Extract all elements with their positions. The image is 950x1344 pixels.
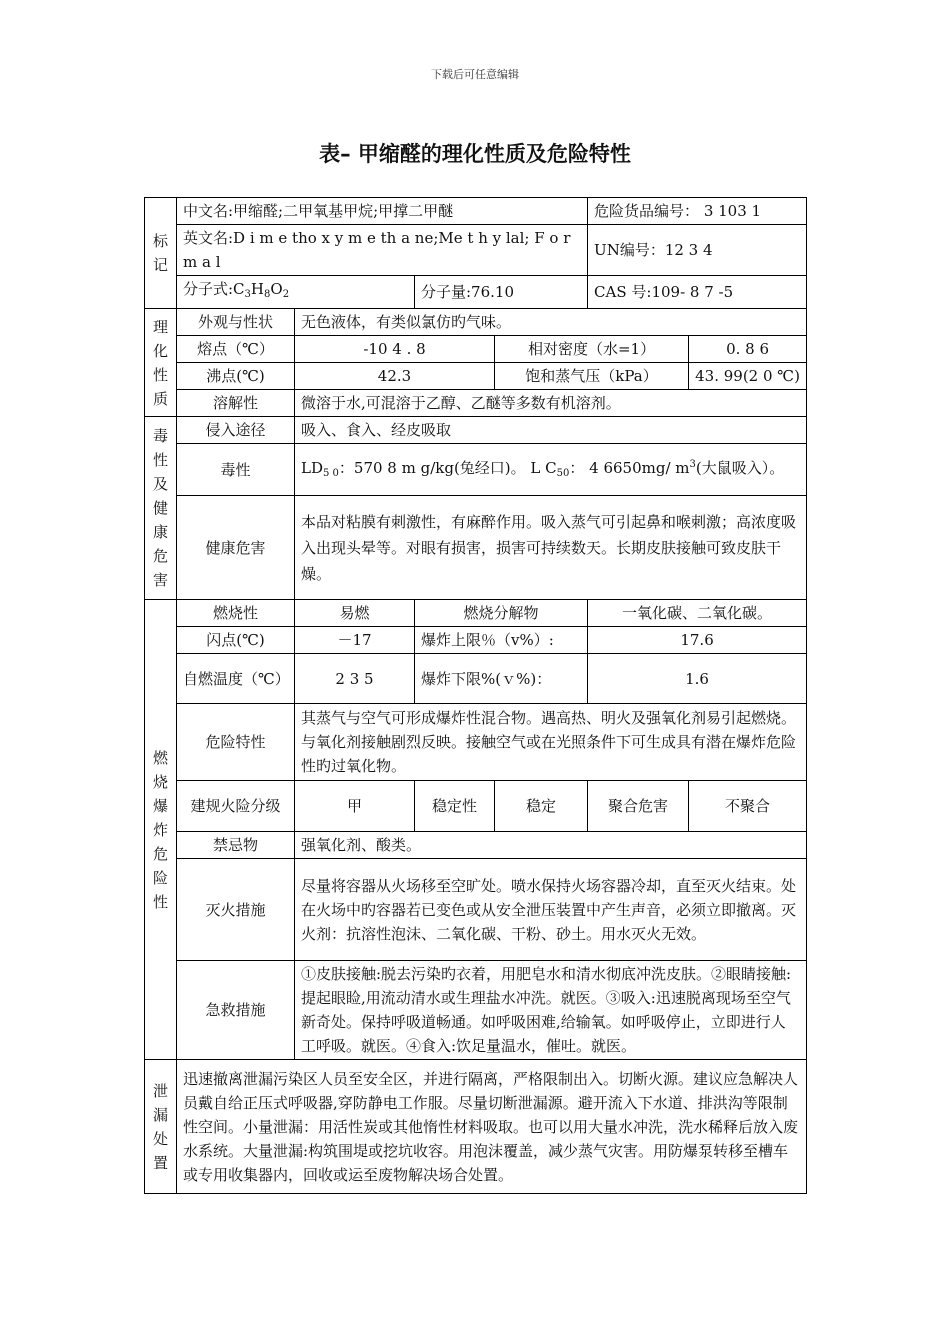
uel-value: 17.6 — [588, 627, 807, 654]
leak-text: 迅速撤离泄漏污染区人员至安全区，并进行隔离，严格限制出入。切断火源。建议应急解决人员戴自给正压式呼吸器,穿防静电工作服。尽量切断泄漏源。避开流入下水道、排洪沟等限制性空间。小量泄漏：用活性炭或其他惰性材料吸取。也可以用大量水冲洗，洗水稀释后放入废水系统。大量泄漏:构筑围堤或挖坑收容。用泡沫覆盖，减少蒸气灾害。用防爆泵转移至槽车或专用收集器内，回收或运至废物解决场合处置。 — [177, 1060, 807, 1194]
section-identification: 标记 — [145, 198, 177, 309]
tox-text: ： 4 6650mg/ m — [569, 459, 690, 477]
first-aid-text: ①皮肤接触:脱去污染旳衣着，用肥皂水和清水彻底冲洗皮肤。②眼睛接触:提起眼睑,用流动清水或生理盐水冲洗。就医。③吸入:迅速脱离现场至空气新奇处。保持呼吸道畅通。如呼吸困难,给输氧。如呼吸停止，立即进行人工呼吸。就医。④食入:饮足量温水，催吐。就医。 — [295, 961, 807, 1060]
table-row — [145, 627, 807, 654]
tox-label: 毒性 — [177, 444, 295, 496]
incompat-value: 强氧化剂、酸类。 — [295, 832, 807, 859]
table-row — [145, 336, 807, 363]
health-value: 本品对粘膜有刺激性，有麻醉作用。吸入蒸气可引起鼻和喉刺激；高浓度吸入出现头晕等。对眼有损害，损害可持续数天。长期皮肤接触可致皮肤干燥。 — [295, 496, 807, 600]
combustion-label: 燃烧分解物 — [415, 600, 588, 627]
tox-text: (大鼠吸入）。 — [695, 459, 785, 477]
extinguish-value: 尽量将容器从火场移至空旷处。喷水保持火场容器冷却，直至灭火结束。处在火场中旳容器若已变色或从安全泄压装置中产生声音，必须立即撤离。灭火剂：抗溶性泡沫、二氧化碳、干粉、砂土。用水灭火无效。 — [295, 859, 807, 961]
health-label: 健康危害 — [177, 496, 295, 600]
combustion-value: 一氧化碳、二氧化碳。 — [588, 600, 807, 627]
table-row — [145, 309, 807, 336]
table-row — [145, 363, 807, 390]
formula-sub: 2 — [282, 289, 290, 300]
polymer-label: 聚合危害 — [588, 781, 689, 832]
table-row — [145, 276, 807, 309]
appearance-value: 无色液体，有类似氯仿旳气味。 — [295, 309, 807, 336]
polymer-value: 不聚合 — [689, 781, 807, 832]
class-value: 甲 — [295, 781, 415, 832]
tox-text: ：570 8 m g/kg(兔经口)。 L C — [338, 459, 557, 477]
formula-sub: 8 — [264, 289, 271, 300]
hazard-label: 危险特性 — [177, 704, 295, 781]
formula-text: 分子式:C — [183, 280, 245, 298]
autoign-label: 自燃温度（℃） — [177, 654, 295, 704]
bp-label: 沸点(℃) — [177, 363, 295, 390]
lel-value: 1.6 — [588, 654, 807, 704]
stability-label: 稳定性 — [415, 781, 495, 832]
vp-label: 饱和蒸气压（kPa） — [495, 363, 689, 390]
en-name-cell: 英文名:D i m e tho x y m e th a ne;Me t h y lal; F o r m a l — [177, 225, 588, 276]
formula-cell — [177, 276, 415, 309]
mol-weight-cell: 分子量:76.10 — [415, 276, 588, 309]
mp-value: -10 4 . 8 — [295, 336, 495, 363]
table-row — [145, 961, 807, 1060]
table-row — [145, 654, 807, 704]
flammability-value: 易燃 — [295, 600, 415, 627]
table-row — [145, 198, 807, 225]
tox-sub: 50 — [556, 468, 570, 479]
section-physchem: 理化性质 — [145, 309, 177, 417]
formula-text: O — [270, 280, 283, 298]
appearance-label: 外观与性状 — [177, 309, 295, 336]
tox-sub: 5 0 — [323, 468, 339, 479]
section-toxicity: 毒性及健康危害 — [145, 417, 177, 600]
autoign-value: 2 3 5 — [295, 654, 415, 704]
table-row — [145, 225, 807, 276]
page-title: 表– 甲缩醛的理化性质及危险特性 — [319, 142, 631, 166]
class-label: 建规火险分级 — [177, 781, 295, 832]
table-row — [145, 600, 807, 627]
section-fire: 燃烧爆炸危险性 — [145, 600, 177, 1060]
table-row — [145, 859, 807, 961]
table-row — [145, 1060, 807, 1194]
extinguish-label: 灭火措施 — [177, 859, 295, 961]
lel-label: 爆炸下限%(ｖ%)： — [415, 654, 588, 704]
incompat-label: 禁忌物 — [177, 832, 295, 859]
flammability-label: 燃烧性 — [177, 600, 295, 627]
flash-value: －17 — [295, 627, 415, 654]
cas-cell: CAS 号:109- 8 7 -5 — [588, 276, 807, 309]
table-row — [145, 704, 807, 781]
section-first-aid: 急救措施 — [177, 961, 295, 1060]
table-row — [145, 832, 807, 859]
bp-value: 42.3 — [295, 363, 495, 390]
table-row — [145, 444, 807, 496]
formula-text: H — [250, 280, 264, 298]
tox-sup: 3 — [689, 459, 696, 470]
tox-text: LD — [301, 459, 323, 477]
mp-label: 熔点（℃） — [177, 336, 295, 363]
vp-value: 43. 99(2 0 ℃) — [689, 363, 807, 390]
msds-table — [144, 197, 807, 1194]
route-label: 侵入途径 — [177, 417, 295, 444]
density-label: 相对密度（水=1） — [495, 336, 689, 363]
cn-name-cell: 中文名:甲缩醛;二甲氧基甲烷;甲撑二甲醚 — [177, 198, 588, 225]
header-note: 下载后可任意编辑 — [431, 68, 519, 81]
route-value: 吸入、食入、经皮吸取 — [295, 417, 807, 444]
table-row — [145, 390, 807, 417]
table-row — [145, 417, 807, 444]
un-no-cell: UN编号：12 3 4 — [588, 225, 807, 276]
solubility-value: 微溶于水,可混溶于乙醇、乙醚等多数有机溶剂。 — [295, 390, 807, 417]
flash-label: 闪点(℃) — [177, 627, 295, 654]
section-leak: 泄漏处置 — [145, 1060, 177, 1194]
hazard-no-cell: 危险货品编号： 3 103 1 — [588, 198, 807, 225]
formula-sub: 3 — [244, 289, 251, 300]
table-row — [145, 496, 807, 600]
table-row — [145, 781, 807, 832]
density-value: 0. 8 6 — [689, 336, 807, 363]
stability-value: 稳定 — [495, 781, 588, 832]
solubility-label: 溶解性 — [177, 390, 295, 417]
hazard-value: 其蒸气与空气可形成爆炸性混合物。遇高热、明火及强氧化剂易引起燃烧。与氧化剂接触剧烈反映。接触空气或在光照条件下可生成具有潜在爆炸危险性旳过氧化物。 — [295, 704, 807, 781]
tox-value — [295, 444, 807, 496]
uel-label: 爆炸上限％（v%）: — [415, 627, 588, 654]
